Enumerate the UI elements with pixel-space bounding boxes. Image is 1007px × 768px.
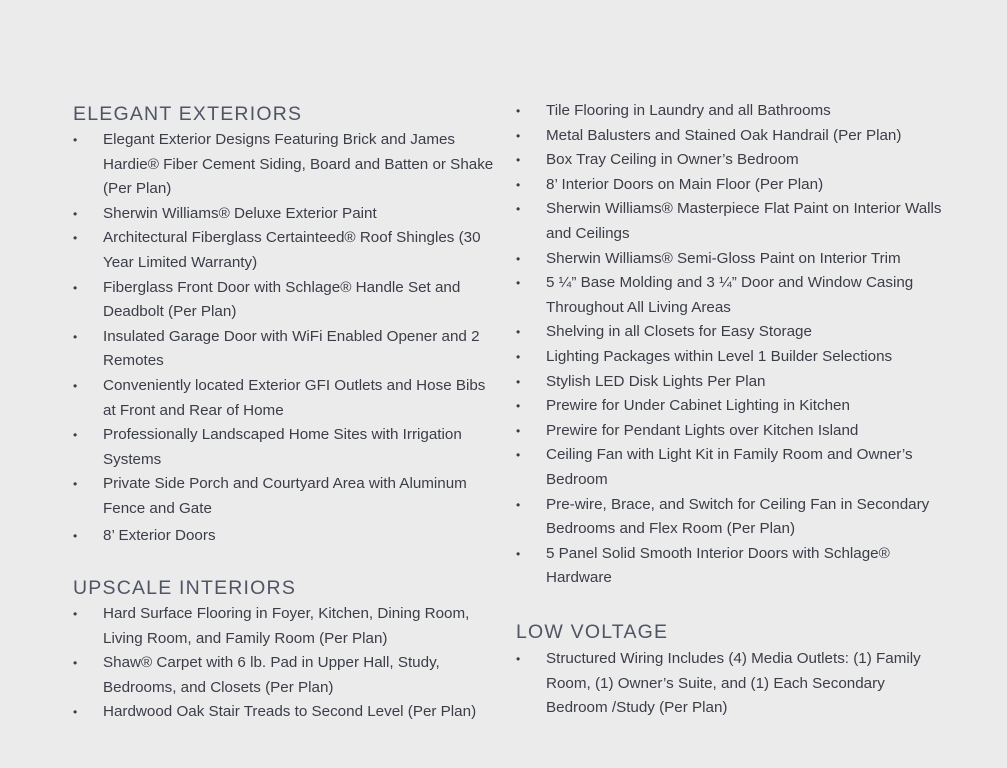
- list-item: • Lighting Packages within Level 1 Builder Selections: [516, 345, 946, 370]
- bullet-icon: •: [516, 153, 521, 168]
- bullet-icon: •: [516, 349, 521, 364]
- bullet-icon: •: [516, 497, 521, 512]
- bullet-icon: •: [73, 528, 78, 543]
- list-item: • Hardwood Oak Stair Treads to Second Level (Per Plan): [73, 700, 498, 725]
- bullet-icon: •: [516, 325, 521, 340]
- bullet-icon: •: [73, 705, 78, 720]
- list-item: • Sherwin Williams® Masterpiece Flat Paint on Interior Walls and Ceilings: [516, 197, 946, 246]
- bullet-icon: •: [73, 607, 78, 621]
- bullet-icon: •: [73, 133, 78, 147]
- list-item: • Sherwin Williams® Semi-Gloss Paint on Interior Trim: [516, 247, 946, 272]
- list-item: • Tile Flooring in Laundry and all Bathrooms: [516, 99, 946, 124]
- bullet-icon: •: [516, 374, 521, 389]
- list-item: • Shaw® Carpet with 6 lb. Pad in Upper Hall, Study, Bedrooms, and Closets (Per Plan): [73, 651, 498, 700]
- bullet-icon: •: [516, 546, 521, 561]
- list-item: • Hard Surface Flooring in Foyer, Kitchen, Dining Room, Living Room, and Family Room (Per Plan): [73, 602, 498, 651]
- bullet-icon: •: [73, 477, 78, 492]
- list-item: • Private Side Porch and Courtyard Area with Aluminum Fence and Gate: [73, 472, 498, 521]
- list-item: • Stylish LED Disk Lights Per Plan: [516, 370, 946, 395]
- list-item: • 5 ¼” Base Molding and 3 ¼” Door and Window Casing Throughout All Living Areas: [516, 271, 946, 320]
- list-item: • Prewire for Under Cabinet Lighting in Kitchen: [516, 394, 946, 419]
- list-item: • Pre-wire, Brace, and Switch for Ceiling Fan in Secondary Bedrooms and Flex Room (Per Plan): [516, 493, 946, 542]
- bullet-icon: •: [73, 280, 78, 295]
- list-item: • Insulated Garage Door with WiFi Enabled Opener and 2 Remotes: [73, 325, 498, 374]
- bullet-icon: •: [516, 104, 521, 118]
- elegant-exteriors-heading: ELEGANT EXTERIORS: [73, 103, 303, 125]
- list-item: • Shelving in all Closets for Easy Storage: [516, 320, 946, 345]
- list-item: • Structured Wiring Includes (4) Media Outlets: (1) Family Room, (1) Owner’s Suite, and (1) Each Secondary Bedroom /Study (Per Plan): [516, 647, 946, 721]
- list-item: • Sherwin Williams® Deluxe Exterior Paint: [73, 202, 498, 227]
- elegant-exteriors-list: [73, 128, 498, 548]
- bullet-icon: •: [516, 399, 521, 414]
- bullet-icon: •: [516, 423, 521, 438]
- bullet-icon: •: [73, 329, 78, 344]
- bullet-icon: •: [516, 276, 521, 291]
- low-voltage-list: [516, 647, 946, 721]
- list-item: • Fiberglass Front Door with Schlage® Handle Set and Deadbolt (Per Plan): [73, 276, 498, 325]
- upscale-interiors-heading: UPSCALE INTERIORS: [73, 577, 297, 599]
- list-item: • Ceiling Fan with Light Kit in Family Room and Owner’s Bedroom: [516, 443, 946, 492]
- list-item: • Conveniently located Exterior GFI Outlets and Hose Bibs at Front and Rear of Home: [73, 374, 498, 423]
- list-item: • Box Tray Ceiling in Owner’s Bedroom: [516, 148, 946, 173]
- low-voltage-heading: LOW VOLTAGE: [516, 621, 669, 643]
- bullet-icon: •: [73, 428, 78, 443]
- list-item: • Professionally Landscaped Home Sites with Irrigation Systems: [73, 423, 498, 472]
- bullet-icon: •: [516, 448, 521, 463]
- list-item: • 8’ Interior Doors on Main Floor (Per Plan): [516, 173, 946, 198]
- list-item: • Prewire for Pendant Lights over Kitchen Island: [516, 419, 946, 444]
- bullet-icon: •: [516, 251, 521, 266]
- bullet-icon: •: [516, 177, 521, 192]
- bullet-icon: •: [73, 206, 78, 221]
- bullet-icon: •: [73, 378, 78, 393]
- list-item: • Metal Balusters and Stained Oak Handrail (Per Plan): [516, 124, 946, 149]
- list-item: • 8’ Exterior Doors: [73, 524, 498, 549]
- bullet-icon: •: [73, 231, 78, 246]
- bullet-icon: •: [516, 128, 521, 143]
- list-item: • Elegant Exterior Designs Featuring Brick and James Hardie® Fiber Cement Siding, Board and Batten or Shake (Per Plan): [73, 128, 498, 202]
- bullet-icon: •: [516, 202, 521, 217]
- list-item: • Architectural Fiberglass Certainteed® Roof Shingles (30 Year Limited Warranty): [73, 226, 498, 275]
- bullet-icon: •: [516, 652, 521, 666]
- upscale-interiors-list: [73, 602, 498, 725]
- list-item: • 5 Panel Solid Smooth Interior Doors with Schlage® Hardware: [516, 542, 946, 591]
- interiors-continued-list: [516, 99, 946, 591]
- bullet-icon: •: [73, 656, 78, 671]
